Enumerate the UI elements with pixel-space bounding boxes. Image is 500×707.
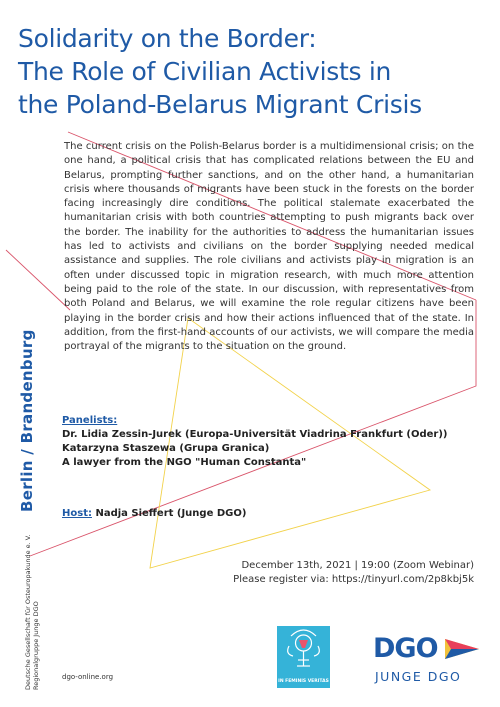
dgo-flag-icon — [445, 637, 479, 661]
event-date: December 13th, 2021 | 19:00 (Zoom Webinar) — [241, 560, 474, 571]
panelists-section — [62, 414, 447, 470]
panelists-label: Panelists: — [62, 415, 118, 426]
panelist-item: Dr. Lidia Zessin-Jurek (Europa-Universität Viadrina Frankfurt (Oder)) — [62, 429, 448, 440]
host-label: Host: — [62, 508, 92, 519]
panelist-item: A lawyer from the NGO "Human Constanta" — [62, 457, 307, 468]
dgo-logo — [373, 633, 483, 693]
title-line-3: the Poland-Belarus Migrant Crisis — [18, 90, 422, 119]
website-link[interactable]: dgo-online.org — [62, 673, 114, 681]
dgo-wordmark: DGO — [373, 633, 438, 664]
host-name: Nadja Sieffert (Junge DGO) — [91, 508, 247, 519]
registration-link[interactable]: Please register via: https://tinyurl.com/2p8kbj5k — [233, 574, 474, 585]
event-details — [233, 559, 474, 587]
in-feminis-veritas-logo — [277, 626, 330, 688]
panelist-item: Katarzyna Staszewa (Grupa Granica) — [62, 443, 270, 454]
title-line-1: Solidarity on the Border: — [18, 24, 317, 53]
dgo-subtitle: JUNGE DGO — [375, 669, 462, 684]
title-line-2: The Role of Civilian Activists in — [18, 57, 392, 86]
page-title — [18, 22, 488, 121]
red-line-lower — [6, 250, 70, 310]
partner-logo-text: IN FEMINIS VERITAS — [278, 679, 329, 684]
event-description: The current crisis on the Polish-Belarus border is a multidimensional crisis; on the one hand, a political crisis that has complicated relations between the EU and Belarus, prompting further sanctions, and on the other hand, a humanitarian crisis where thousands of migrants have been stuck in the forests on the border facing increasingly dire conditions. The political stalemate exacerbated the humanitarian crisis with both countries attempting to push migrants back over the border. The inability for the authorities to address the humanitarian issues has led to activists and civilians on the border supplying needed medical assistance and supplies. The role civilians and activists play in migration is an often under discussed topic in migration research, with much more attention being paid to the role of the state. In our discussion, with representatives from both Poland and Belarus, we will examine the role regular citizens have been playing in the border crisis and how their actions influenced that of the state. In addition, from the first-hand accounts of our activists, we will compare the media portrayal of the migrants to the situation on the ground. — [64, 141, 474, 353]
ornament-icon — [277, 626, 330, 676]
city-label: Berlin / Brandenburg — [18, 329, 36, 512]
organization-label — [24, 535, 40, 690]
org-subgroup: Regionalgruppe Junge DGO — [32, 601, 40, 690]
org-name: Deutsche Gesellschaft für Osteuropakunde e. V. — [24, 534, 32, 690]
host-line — [62, 508, 246, 519]
